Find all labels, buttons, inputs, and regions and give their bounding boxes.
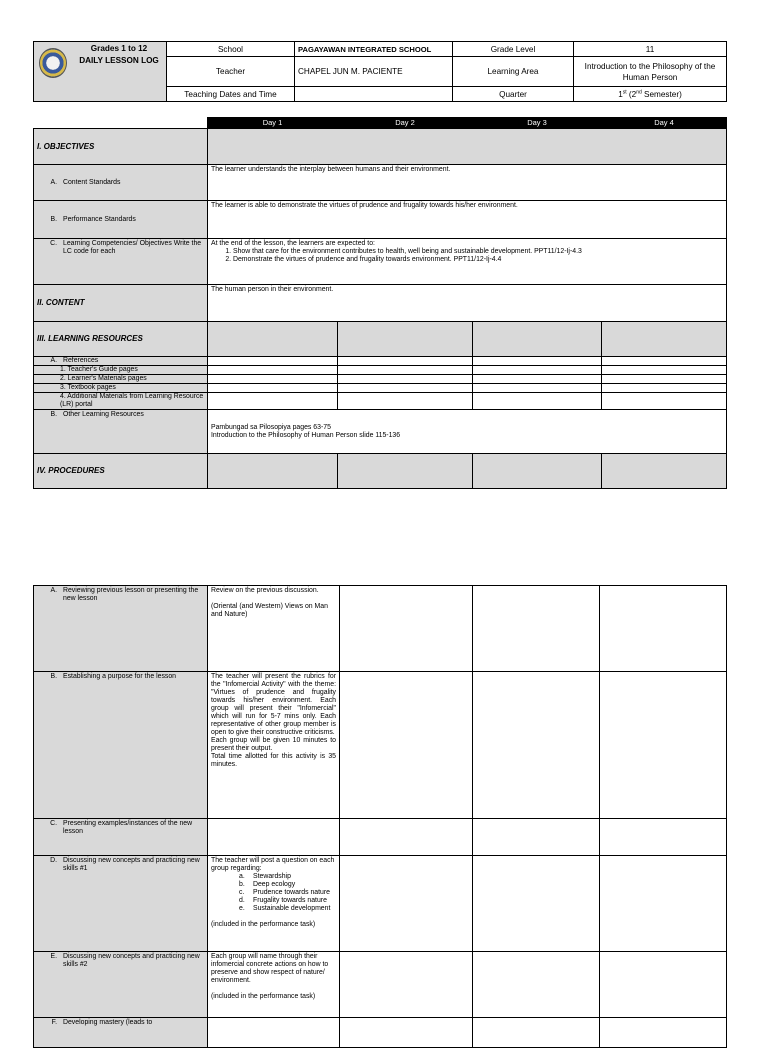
school-label: School bbox=[167, 42, 295, 57]
teacher-label: Teacher bbox=[167, 57, 295, 87]
competency-item: 2. Demonstrate the virtues of prudence and frugality towards environment. PPT11/12-Ij-4.4 bbox=[233, 256, 723, 264]
day-3-header: Day 3 bbox=[473, 118, 602, 129]
day-4-header: Day 4 bbox=[602, 118, 727, 129]
concept-item: a. Stewardship bbox=[239, 873, 291, 880]
lesson-table-part-1 bbox=[33, 117, 727, 489]
procedure-d-label: D. Discussing new concepts and practicing new skills #1 bbox=[34, 856, 208, 952]
lesson-table-part-2 bbox=[33, 585, 727, 1048]
performance-standards-value: The learner is able to demonstrate the virtues of prudence and frugality towards his/her environment. bbox=[208, 201, 727, 239]
procedure-f-label: F. Developing mastery (leads to bbox=[34, 1018, 208, 1048]
textbook-label: 3. Textbook pages bbox=[34, 384, 208, 393]
day-1-header: Day 1 bbox=[208, 118, 338, 129]
content-standards-value: The learner understands the interplay between humans and their environment. bbox=[208, 165, 727, 201]
grade-level-value: 11 bbox=[574, 42, 727, 57]
learning-area-value: Introduction to the Philosophy of the Human Person bbox=[574, 57, 727, 87]
additional-materials-label: 4. Additional Materials from Learning Resource (LR) portal bbox=[34, 393, 208, 410]
procedure-e-value: Each group will name through their infomercial concrete actions on how to preserve and show respect of nature/ environment. (included in the performance task) bbox=[208, 952, 340, 1018]
other-resources-value: Pambungad sa Pilosopiya pages 63-75 Introduction to the Philosophy of Human Person slide 115-136 bbox=[208, 410, 727, 454]
objectives-title: I. OBJECTIVES bbox=[34, 129, 208, 165]
day-2-header: Day 2 bbox=[338, 118, 473, 129]
other-resources-label: B. Other Learning Resources bbox=[34, 410, 208, 454]
references-label: A. References bbox=[34, 357, 208, 366]
log-title: DAILY LESSON LOG bbox=[79, 56, 159, 65]
grade-level-label: Grade Level bbox=[453, 42, 574, 57]
procedure-e-label: E. Discussing new concepts and practicing new skills #2 bbox=[34, 952, 208, 1018]
learning-area-label: Learning Area bbox=[453, 57, 574, 87]
procedure-a-label: A. Reviewing previous lesson or presenting the new lesson bbox=[34, 586, 208, 672]
dates-label: Teaching Dates and Time bbox=[167, 87, 295, 102]
deped-logo-cell bbox=[34, 42, 167, 102]
quarter-label: Quarter bbox=[453, 87, 574, 102]
header-table bbox=[33, 41, 727, 102]
concept-item: e. Sustainable development bbox=[239, 905, 331, 912]
competencies-value: At the end of the lesson, the learners are expected to: 1. Show that care for the environment contributes to health, well being and sustainable development. PPT11/12-Ij-4.3 2. Demonstrate the virtues of prudence and frugality towards environment. PPT11/12-Ij-4.4 bbox=[208, 239, 727, 285]
performance-standards-label: B. Performance Standards bbox=[34, 201, 208, 239]
teachers-guide-label: 1. Teacher's Guide pages bbox=[34, 366, 208, 375]
quarter-value: 1st (2nd Semester) bbox=[574, 87, 727, 102]
procedure-a-value: Review on the previous discussion. (Oriental (and Western) Views on Man and Nature) bbox=[208, 586, 340, 672]
procedure-c-label: C. Presenting examples/instances of the new lesson bbox=[34, 819, 208, 856]
teacher-value: CHAPEL JUN M. PACIENTE bbox=[295, 57, 453, 87]
competencies-label: C. Learning Competencies/ Objectives Write the LC code for each bbox=[34, 239, 208, 285]
concept-item: b. Deep ecology bbox=[239, 881, 296, 888]
dates-value bbox=[295, 87, 453, 102]
content-title: II. CONTENT bbox=[34, 285, 208, 322]
procedure-b-value: The teacher will present the rubrics for the "Infomercial Activity" with the theme: "Virtues of prudence and frugality towards his/her environment. Each group will present their "Infomercial" which will run for 5-7 mins only. Each representative of other group member is open to give their constructive criticisms. Each group will be given 10 minutes to present their output. Total time allotted for this activity is 35 minutes. bbox=[208, 672, 340, 819]
procedures-title: IV. PROCEDURES bbox=[34, 454, 208, 489]
grades-label: Grades 1 to 12 bbox=[90, 44, 148, 53]
procedure-d-value: The teacher will post a question on each group regarding: a. Stewardship b. Deep ecology c. Prudence towards nature d. Frugality towards nature e. Sustainable development (included in the performance task) bbox=[208, 856, 340, 952]
deped-seal-icon bbox=[39, 48, 67, 78]
content-standards-label: A. Content Standards bbox=[34, 165, 208, 201]
content-value: The human person in their environment. bbox=[208, 285, 727, 322]
procedure-b-label: B. Establishing a purpose for the lesson bbox=[34, 672, 208, 819]
learners-materials-label: 2. Learner's Materials pages bbox=[34, 375, 208, 384]
concept-item: d. Frugality towards nature bbox=[239, 897, 327, 904]
school-value: PAGAYAWAN INTEGRATED SCHOOL bbox=[295, 42, 453, 57]
concept-item: c. Prudence towards nature bbox=[239, 889, 330, 896]
competency-item: 1. Show that care for the environment contributes to health, well being and sustainable development. PPT11/12-Ij-4.3 bbox=[233, 248, 723, 256]
resources-title: III. LEARNING RESOURCES bbox=[34, 322, 208, 357]
